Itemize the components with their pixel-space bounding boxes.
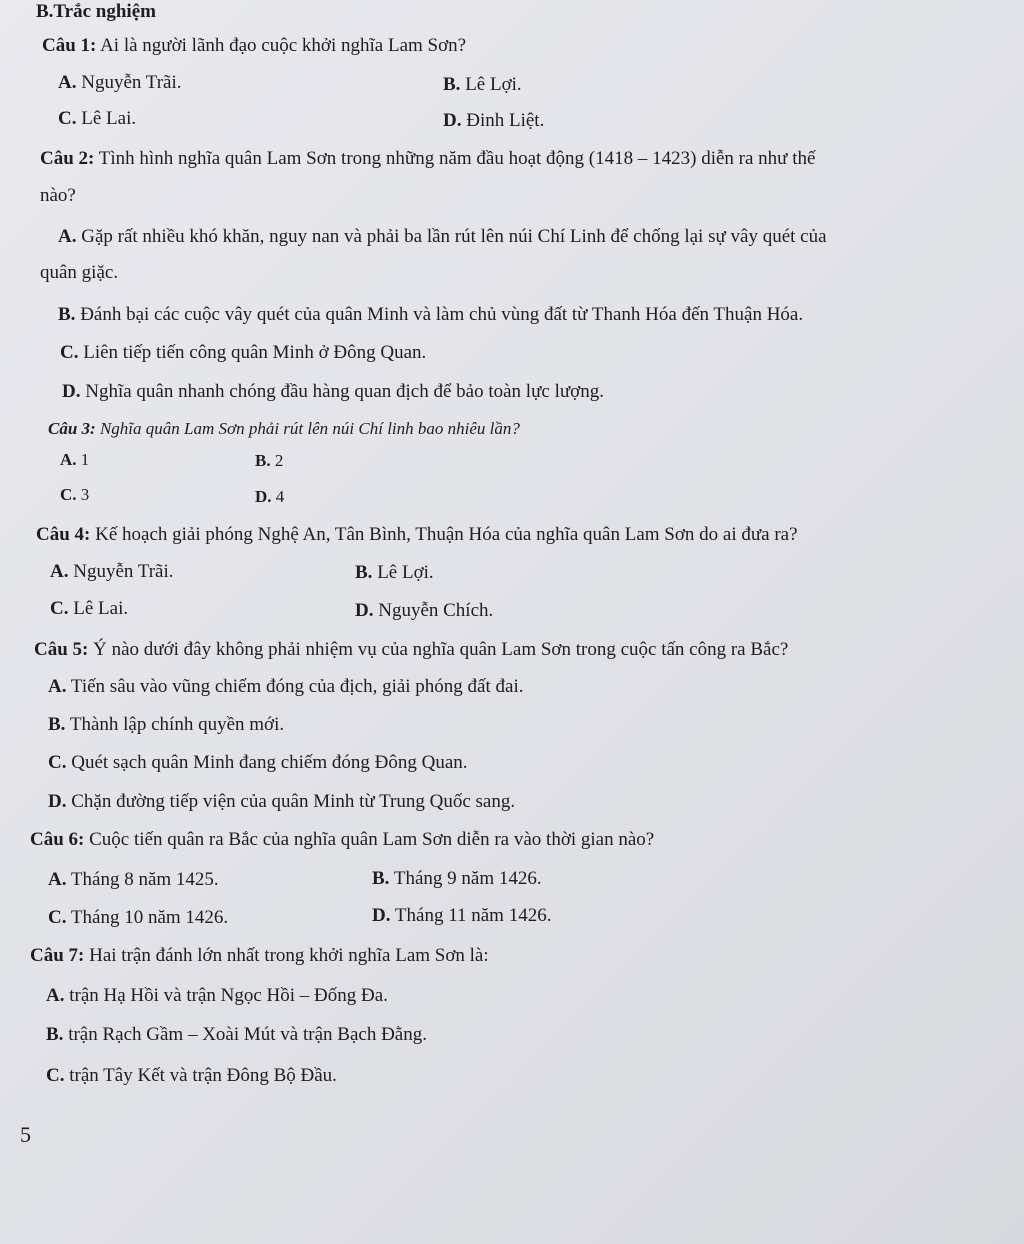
- q7-option-a: A. trận Hạ Hồi và trận Ngọc Hồi – Đống Đa.: [46, 985, 388, 1006]
- question-5: Câu 5: Ý nào dưới đây không phải nhiệm vụ của nghĩa quân Lam Sơn trong cuộc tấn công ra Bắc?: [34, 639, 789, 660]
- question-2: Câu 2: Tình hình nghĩa quân Lam Sơn trong những năm đầu hoạt động (1418 – 1423) diễn ra như thế: [40, 148, 816, 169]
- q6-option-a: A. Tháng 8 năm 1425.: [48, 869, 219, 890]
- q7-option-b: B. trận Rạch Gầm – Xoài Mút và trận Bạch Đằng.: [46, 1024, 427, 1045]
- question-1: Câu 1: Ai là người lãnh đạo cuộc khởi nghĩa Lam Sơn?: [42, 35, 467, 56]
- q6-option-b: B. Tháng 9 năm 1426.: [372, 868, 542, 889]
- q5-option-c: C. Quét sạch quân Minh đang chiếm đóng Đông Quan.: [48, 752, 468, 773]
- q4-option-c: C. Lê Lai.: [50, 598, 129, 619]
- question-3: Câu 3: Nghĩa quân Lam Sơn phải rút lên núi Chí linh bao nhiêu lần?: [48, 419, 520, 438]
- q5-option-d: D. Chặn đường tiếp viện của quân Minh từ Trung Quốc sang.: [48, 791, 516, 812]
- q2-option-c: C. Liên tiếp tiến công quân Minh ở Đông Quan.: [60, 342, 427, 363]
- q1-option-b: B. Lê Lợi.: [443, 74, 522, 95]
- q5-option-b: B. Thành lập chính quyền mới.: [48, 714, 285, 735]
- q7-option-c: C. trận Tây Kết và trận Đông Bộ Đầu.: [46, 1065, 337, 1086]
- q4-option-a: A. Nguyễn Trãi.: [50, 561, 174, 582]
- page-number: 5: [20, 1122, 31, 1147]
- q6-option-c: C. Tháng 10 năm 1426.: [48, 907, 229, 928]
- q4-option-d: D. Nguyễn Chích.: [355, 600, 494, 621]
- q4-option-b: B. Lê Lợi.: [355, 562, 434, 583]
- q3-option-c: C. 3: [60, 485, 90, 504]
- q5-option-a: A. Tiến sâu vào vũng chiếm đóng của địch, giải phóng đất đai.: [48, 676, 524, 697]
- q2-option-a-cont: quân giặc.: [40, 262, 119, 283]
- q3-option-b: B. 2: [255, 451, 284, 470]
- question-2-cont: nào?: [40, 185, 76, 206]
- q1-option-c: C. Lê Lai.: [58, 108, 137, 129]
- q1-option-d: D. Đinh Liệt.: [443, 110, 545, 131]
- section-title: B.Trắc nghiệm: [36, 1, 156, 22]
- question-7: Câu 7: Hai trận đánh lớn nhất trong khởi nghĩa Lam Sơn là:: [30, 945, 489, 966]
- question-4: Câu 4: Kế hoạch giải phóng Nghệ An, Tân Bình, Thuận Hóa của nghĩa quân Lam Sơn do ai đưa ra?: [36, 524, 798, 545]
- q3-option-d: D. 4: [255, 487, 285, 506]
- question-6: Câu 6: Cuộc tiến quân ra Bắc của nghĩa quân Lam Sơn diễn ra vào thời gian nào?: [30, 829, 655, 850]
- q3-option-a: A. 1: [60, 450, 90, 469]
- q6-option-d: D. Tháng 11 năm 1426.: [372, 905, 552, 926]
- q2-option-b: B. Đánh bại các cuộc vây quét của quân Minh và làm chủ vùng đất từ Thanh Hóa đến Thuận Hóa.: [58, 304, 804, 325]
- q2-option-a: A. Gặp rất nhiều khó khăn, nguy nan và phải ba lần rút lên núi Chí Linh để chống lại sự vây quét của: [58, 226, 827, 247]
- q1-option-a: A. Nguyễn Trãi.: [58, 72, 182, 93]
- q2-option-d: D. Nghĩa quân nhanh chóng đầu hàng quan địch để bảo toàn lực lượng.: [62, 381, 604, 402]
